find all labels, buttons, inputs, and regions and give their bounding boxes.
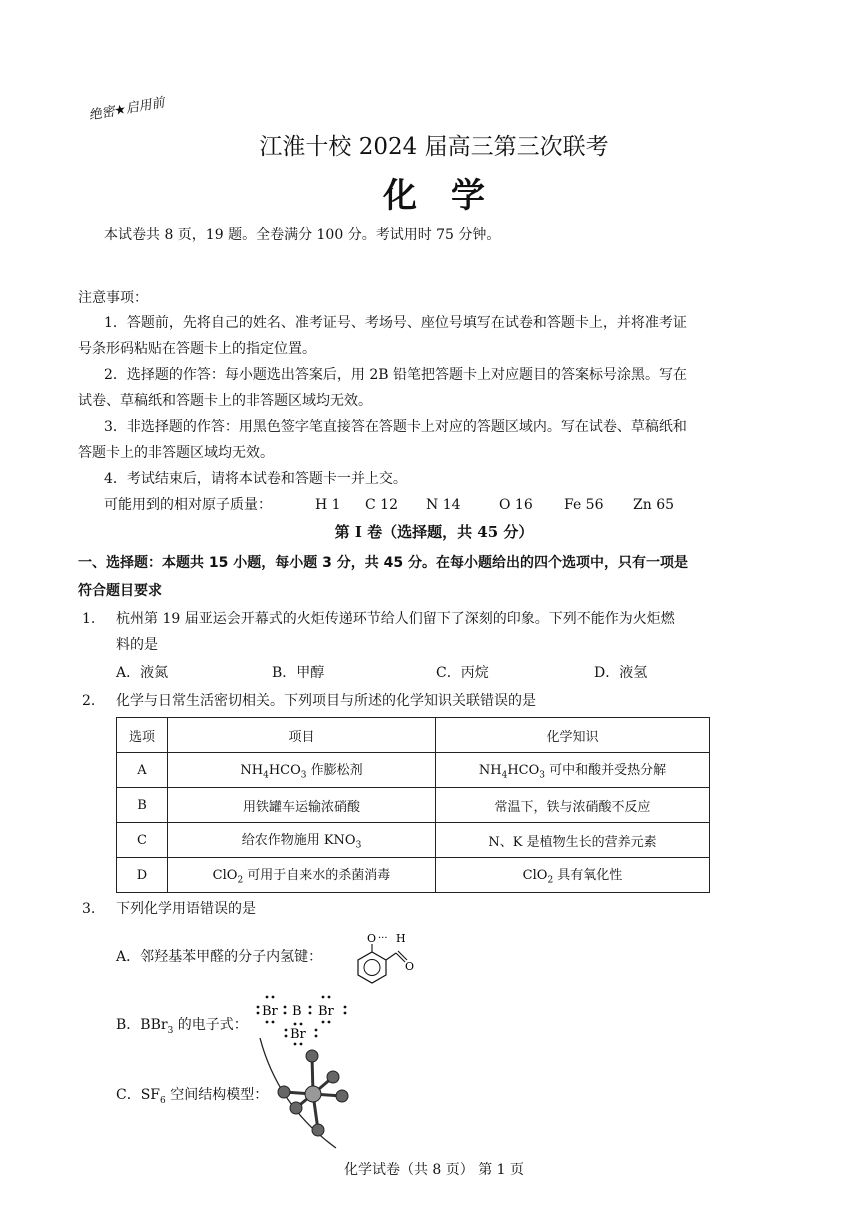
- table-row: [117, 823, 710, 858]
- q2-number: 2.: [82, 693, 96, 709]
- mcq-instruction-line1: 一、选择题：本题共 15 小题，每小题 3 分，共 45 分。在每小题给出的四个选项中，只有一项是: [78, 555, 688, 571]
- exam-intro: 本试卷共 8 页，19 题。全卷满分 100 分。考试用时 75 分钟。: [104, 227, 501, 243]
- bromine-2-label: Br: [318, 1004, 334, 1019]
- page-footer: 化学试卷（共 8 页） 第 1 页: [343, 1162, 525, 1178]
- note-3-line1: 3．非选择题的作答：用黑色签字笔直接答在答题卡上对应的答题区域内。写在试卷、草稿纸和: [104, 419, 687, 435]
- row-knowledge: N、K 是植物生长的营养元素: [436, 823, 710, 858]
- hbond-dots: ···: [378, 933, 388, 944]
- row-item: ClO$_2$ 可用于自来水的杀菌消毒: [168, 858, 436, 893]
- row-item: 给农作物施用 $KNO_3$: [168, 823, 436, 858]
- q1-option-c: C．丙烷: [436, 665, 489, 681]
- table-row: [117, 788, 710, 823]
- row-option: B: [117, 788, 168, 823]
- row-option: C: [117, 823, 168, 858]
- row-knowledge: $NH_4HCO_3$ 可中和酸并受热分解: [436, 753, 710, 788]
- row-item: 用铁罐车运输浓硝酸: [168, 788, 436, 823]
- atomic-mass-o: O 16: [499, 497, 533, 513]
- table-header-row: [117, 718, 710, 753]
- header-item: 项目: [168, 718, 436, 753]
- q3-number: 3.: [82, 901, 96, 917]
- bromine-1-label: Br: [262, 1004, 278, 1019]
- sf6-ball-stick-model: [258, 1036, 368, 1154]
- notes-heading: 注意事项：: [78, 290, 148, 306]
- carbonyl-oxygen-label: O: [405, 960, 415, 973]
- atomic-mass-fe: Fe 56: [564, 497, 604, 513]
- header-knowledge: 化学知识: [436, 718, 710, 753]
- salicylaldehyde-structure: [352, 930, 420, 988]
- atomic-mass-h: H 1: [315, 497, 341, 513]
- confidential-mark: 绝密★启用前: [87, 95, 166, 124]
- oxygen-label: O: [367, 932, 377, 945]
- row-item: $NH_4HCO_3$ 作膨松剂: [168, 753, 436, 788]
- q3-option-b: B．BBr$_3$ 的电子式：: [116, 1017, 248, 1036]
- q2-table: [116, 717, 710, 893]
- q1-number: 1.: [82, 611, 96, 627]
- row-knowledge: 常温下，铁与浓硝酸不反应: [436, 788, 710, 823]
- mcq-instruction-line2: 符合题目要求: [78, 583, 162, 599]
- row-option: D: [117, 858, 168, 893]
- boron-label: B: [292, 1004, 302, 1019]
- note-4: 4．考试结束后，请将本试卷和答题卡一并上交。: [104, 471, 407, 487]
- subject-title: 化学: [383, 176, 519, 216]
- row-option: A: [117, 753, 168, 788]
- q1-option-d: D．液氢: [594, 665, 648, 681]
- table-row: [117, 858, 710, 893]
- bromine-3-label: Br: [290, 1027, 306, 1042]
- atomic-mass-zn: Zn 65: [633, 497, 675, 513]
- q1-option-b: B．甲醇: [272, 665, 325, 681]
- q3-option-c: C．$SF_6$ 空间结构模型：: [116, 1087, 269, 1106]
- q1-stem-line2: 料的是: [116, 637, 158, 653]
- q2-stem: 化学与日常生活密切相关。下列项目与所述的化学知识关联错误的是: [116, 693, 536, 709]
- hydrogen-label: H: [396, 932, 406, 945]
- exam-title: 江淮十校 2024 届高三第三次联考: [259, 134, 609, 160]
- atomic-mass-n: N 14: [426, 497, 461, 513]
- row-knowledge: ClO$_2$ 具有氧化性: [436, 858, 710, 893]
- header-option: 选项: [117, 718, 168, 753]
- section-title: 第 I 卷（选择题，共 45 分）: [334, 523, 534, 541]
- q1-stem-line1: 杭州第 19 届亚运会开幕式的火炬传递环节给人们留下了深刻的印象。下列不能作为火炬燃: [116, 611, 675, 627]
- atomic-mass-label: 可能用到的相对原子质量：: [104, 497, 272, 513]
- note-3-line2: 答题卡上的非答题区域均无效。: [78, 445, 274, 461]
- note-2-line2: 试卷、草稿纸和答题卡上的非答题区域均无效。: [78, 393, 372, 409]
- note-1-line2: 号条形码粘贴在答题卡上的指定位置。: [78, 341, 316, 357]
- q1-option-a: A．液氮: [116, 665, 169, 681]
- atomic-mass-c: C 12: [365, 497, 398, 513]
- q3-stem: 下列化学用语错误的是: [116, 901, 256, 917]
- q3-option-a: A．邻羟基苯甲醛的分子内氢键：: [116, 949, 323, 965]
- table-row: [117, 753, 710, 788]
- note-1-line1: 1．答题前，先将自己的姓名、准考证号、考场号、座位号填写在试卷和答题卡上，并将准考证: [104, 315, 687, 331]
- note-2-line1: 2．选择题的作答：每小题选出答案后，用 2B 铅笔把答题卡上对应题目的答案标号涂黑。写在: [104, 367, 688, 383]
